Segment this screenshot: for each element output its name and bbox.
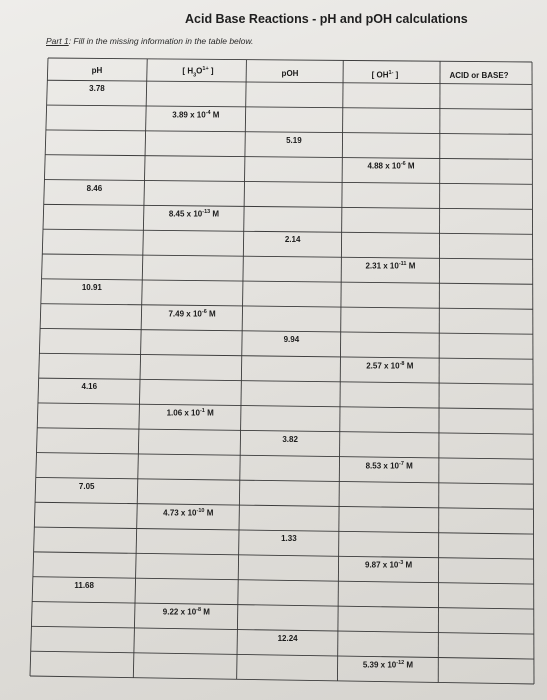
grid-line (39, 378, 533, 384)
cell-h3o-unit: M (210, 210, 220, 220)
grid-line (30, 58, 48, 676)
cell-oh-exponent: -11 (398, 261, 407, 268)
header-oh (372, 70, 399, 80)
cell-oh-base: 2.31 x 10 (365, 261, 399, 271)
cell-poh: 12.24 (277, 633, 298, 643)
cell-ph: 8.46 (86, 183, 103, 193)
cell-oh (365, 560, 412, 570)
cell-ph: 10.91 (81, 282, 102, 292)
cell-h3o-base: 1.06 x 10 (166, 409, 200, 418)
cell-h3o-unit: M (204, 409, 214, 418)
grid-line (40, 328, 533, 334)
cell-h3o-exponent: -6 (201, 308, 207, 315)
cell-h3o-exponent: -10 (196, 507, 205, 514)
grid-line (37, 453, 534, 460)
grid-line (39, 353, 533, 359)
cell-h3o-unit: M (206, 309, 216, 319)
grid-line (438, 61, 440, 682)
cell-oh (366, 461, 413, 471)
cell-oh-unit: M (404, 660, 414, 670)
header-h3o-post: ] (208, 66, 214, 76)
grid-line (532, 62, 534, 684)
grid-line (44, 180, 532, 185)
grid-line (32, 602, 534, 610)
cell-h3o-base: 8.45 x 10 (168, 210, 203, 220)
grid-line (35, 502, 533, 509)
header-h3o (182, 66, 213, 78)
instruction-body: : Fill in the missing information in the table below. (68, 36, 254, 46)
header-oh-post: ] (393, 70, 399, 80)
grid-line (42, 254, 532, 259)
cell-oh-unit: M (403, 561, 413, 571)
cell-oh-base: 2.57 x 10 (366, 361, 400, 371)
grid-line (48, 58, 532, 62)
cell-oh-base: 5.39 x 10 (362, 660, 397, 670)
cell-poh: 1.33 (281, 534, 297, 544)
cell-h3o (172, 110, 219, 120)
cell-h3o (168, 309, 215, 319)
grid-line (47, 105, 533, 109)
header-acid-base: ACID or BASE? (449, 71, 509, 80)
cell-h3o-base: 9.22 x 10 (162, 607, 197, 617)
header-poh: pOH (281, 69, 299, 78)
grid-line (133, 59, 147, 678)
cell-poh: 2.14 (284, 235, 301, 245)
grid-line (237, 60, 247, 680)
grid-line (46, 130, 532, 134)
cell-h3o-base: 4.73 x 10 (163, 508, 197, 518)
grid-line (47, 80, 532, 84)
part-label: Part 1 (46, 36, 69, 46)
header-oh-pre: [ OH (371, 70, 389, 80)
grid-line (38, 403, 533, 409)
grid-line (44, 204, 533, 209)
header-oh-sup: 1- (388, 70, 394, 76)
cell-h3o-base: 7.49 x 10 (168, 309, 202, 319)
header-ph: pH (91, 66, 103, 75)
cell-h3o-exponent: -8 (196, 607, 202, 614)
header-h3o-sup: 1+ (202, 66, 209, 72)
cell-oh-exponent: -3 (398, 560, 404, 567)
grid-line (43, 229, 533, 234)
grid-line (337, 60, 343, 680)
grid-line (34, 552, 534, 559)
cell-h3o (167, 408, 214, 418)
cell-h3o (163, 607, 210, 617)
cell-oh-base: 9.87 x 10 (365, 561, 399, 571)
header-h3o-sub: 3 (193, 72, 197, 79)
cell-oh-unit: M (406, 261, 416, 271)
cell-poh: 9.94 (283, 334, 300, 344)
grid-line (30, 676, 534, 684)
cell-ph: 11.68 (74, 580, 94, 590)
cell-h3o-exponent: -4 (205, 109, 211, 116)
grid-line (33, 577, 534, 584)
cell-oh-exponent: -7 (398, 460, 404, 467)
header-h3o-pre: [ H (182, 66, 194, 76)
cell-ph: 4.16 (81, 382, 98, 392)
cell-oh-exponent: -12 (396, 660, 405, 667)
grid-line (36, 477, 534, 484)
cell-h3o-unit: M (201, 607, 210, 617)
cell-oh-base: 8.53 x 10 (365, 461, 399, 471)
grid-line (31, 651, 534, 659)
grid-line (41, 304, 533, 310)
cell-oh (367, 161, 414, 171)
cell-oh-exponent: -6 (400, 161, 406, 168)
grid-line (42, 279, 533, 284)
cell-oh (365, 261, 415, 271)
cell-h3o-base: 3.89 x 10 (172, 110, 206, 120)
cell-oh-exponent: -8 (399, 360, 405, 367)
cell-h3o-exponent: -1 (199, 408, 205, 415)
cell-poh: 5.19 (286, 135, 302, 145)
cell-ph: 7.05 (78, 481, 95, 491)
cell-poh: 3.82 (282, 434, 298, 444)
cell-oh (366, 361, 413, 371)
grid-line (34, 527, 533, 534)
cell-oh-unit: M (405, 162, 415, 172)
header-h3o-mid: O (196, 66, 203, 76)
grid-line (45, 155, 532, 160)
grid-line (37, 428, 533, 434)
cell-oh (363, 660, 413, 670)
page-title: Acid Base Reactions - pH and pOH calculations (185, 12, 468, 26)
cell-h3o-unit: M (210, 110, 220, 120)
cell-ph: 3.78 (89, 84, 105, 94)
cell-oh-unit: M (403, 461, 413, 471)
cell-h3o-unit: M (204, 508, 214, 518)
cell-oh-base: 4.88 x 10 (367, 162, 401, 172)
cell-h3o (169, 209, 219, 219)
cell-h3o (163, 508, 213, 518)
cell-h3o-exponent: -13 (202, 209, 211, 216)
cell-oh-unit: M (404, 361, 414, 371)
